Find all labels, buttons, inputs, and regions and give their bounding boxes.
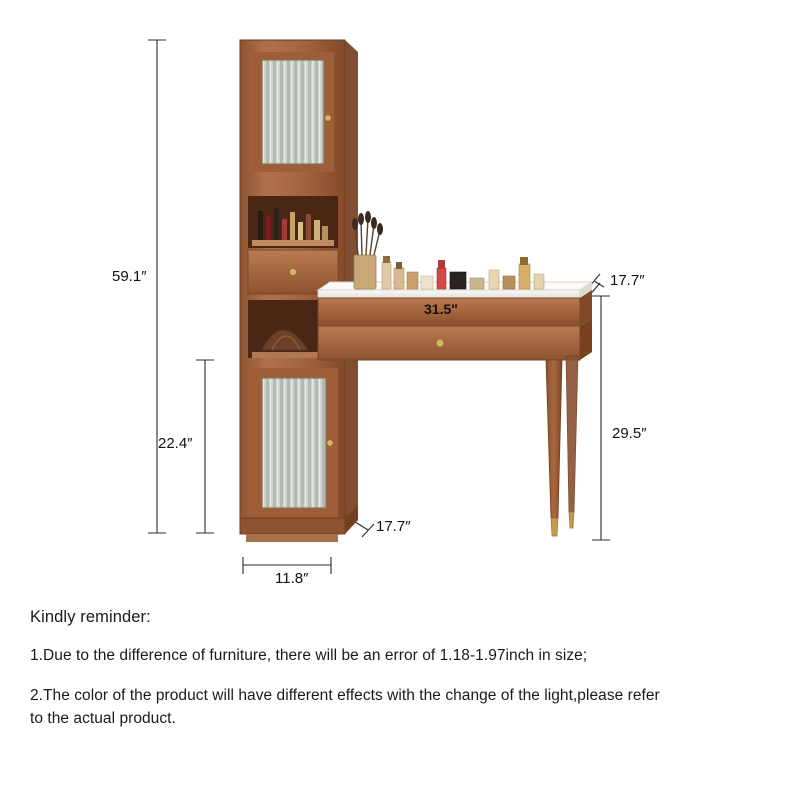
dim-desk-depth: 17.7″ bbox=[610, 272, 645, 289]
notes-line-2: 2.The color of the product will have different effects with the change of the light,please refer to the actual product. bbox=[30, 687, 660, 727]
dim-cabinet-width: 11.8″ bbox=[275, 570, 309, 587]
dim-desk-width: 31.5" bbox=[424, 301, 458, 317]
dim-cabinet-lower-height: 22.4″ bbox=[158, 435, 193, 452]
reminder-notes bbox=[30, 600, 770, 730]
notes-line-1: 1.Due to the difference of furniture, there will be an error of 1.18-1.97inch in size; bbox=[30, 647, 588, 664]
notes-title: Kindly reminder: bbox=[30, 608, 151, 626]
dim-cabinet-total-height: 59.1″ bbox=[112, 268, 147, 285]
dim-cabinet-depth: 17.7″ bbox=[376, 518, 411, 535]
dim-desk-height: 29.5″ bbox=[612, 425, 647, 442]
